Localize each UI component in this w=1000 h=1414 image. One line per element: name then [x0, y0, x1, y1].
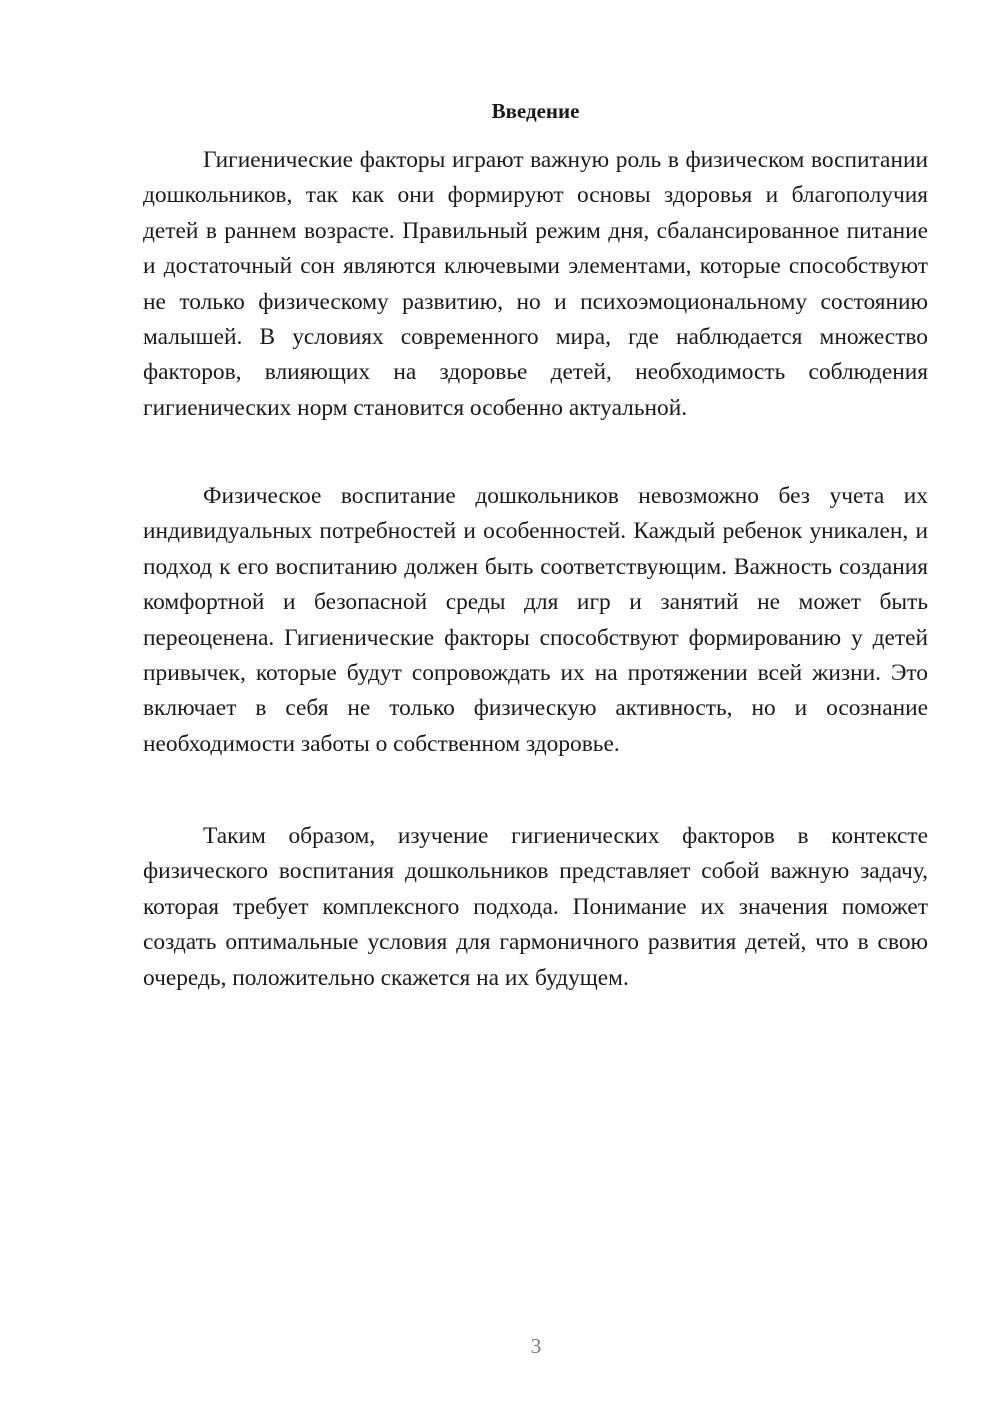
paragraph-2: Физическое воспитание дошкольников невозможно без учета их индивидуальных потребностей и особенностей. Каждый ребенок уникален, и подход к его воспитанию должен быть соответствующим. Важность создания комфортной и безопасной среды для игр и занятий не может быть переоценена. Гигиенические факторы способствуют формированию у детей привычек, которые будут сопровождать их на протяжении всей жизни. Это включает в себя не только физическую активность, но и осознание необходимости заботы о собственном здоровье.	[143, 483, 928, 757]
paragraph-3: Таким образом, изучение гигиенических факторов в контексте физического воспитания дошкольников представляет собой важную задачу, которая требует комплексного подхода. Понимание их значения поможет создать оптимальные условия для гармоничного развития детей, что в свою очередь, положительно скажется на их будущем.	[143, 823, 928, 991]
page-number: 3	[530, 1334, 542, 1358]
page-title: Введение	[491, 99, 580, 123]
paragraph-1: Гигиенические факторы играют важную роль в физическом воспитании дошкольников, так как они формируют основы здоровья и благополучия детей в раннем возрасте. Правильный режим дня, сбалансированное питание и достаточный сон являются ключевыми элементами, которые способствуют не только физическому развитию, но и психоэмоциональному состоянию малышей. В условиях современного мира, где наблюдается множество факторов, влияющих на здоровье детей, необходимость соблюдения гигиенических норм становится особенно актуальной.	[143, 147, 928, 421]
